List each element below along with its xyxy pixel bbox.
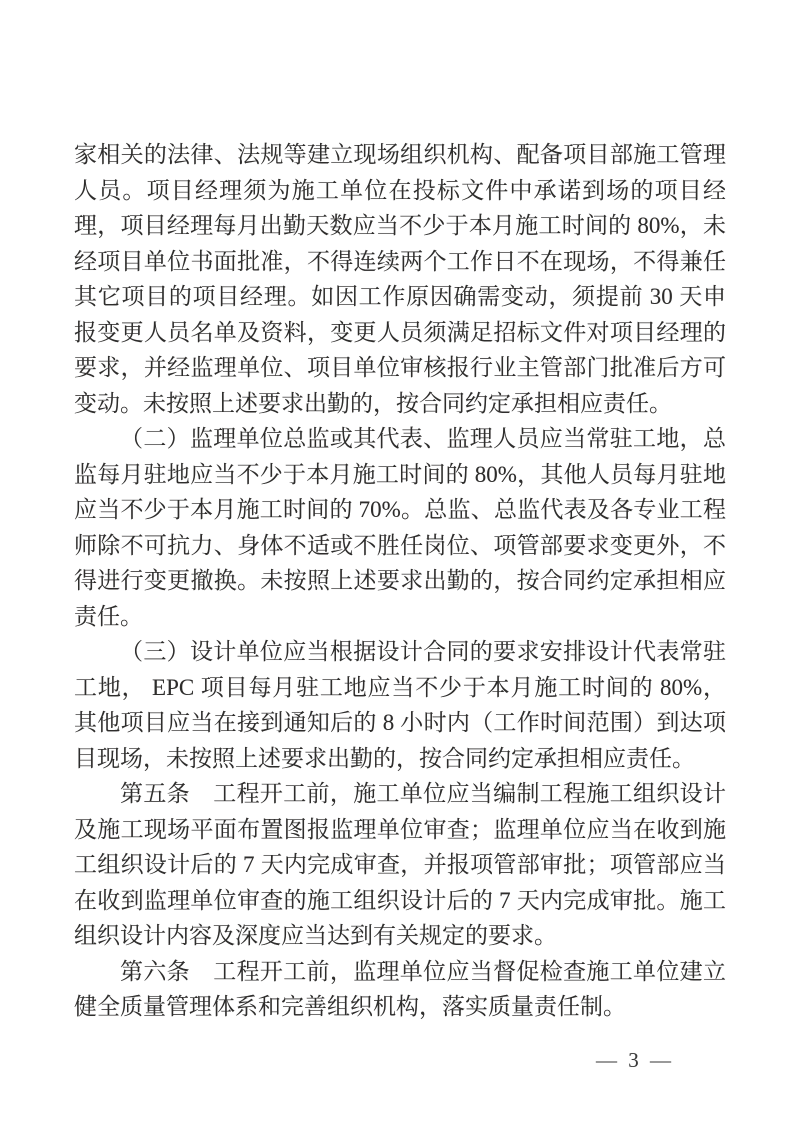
body-paragraph-continuation: 家相关的法律、法规等建立现场组织机构、配备项目部施工管理人员。项目经理须为施工单位在投标文件中承诺到场的项目经理，项目经理每月出勤天数应当不少于本月施工时间的 80%，未经项目单位书面批准，不得连续两个工作日不在现场，不得兼任其它项目的项目经理。如因工作原因确需变动，须提前 30 天申报变更人员名单及资料，变更人员须满足招标文件对项目经理的要求，并经监理单位、项目单位审核报行业主管部门批准后方可变动。未按照上述要求出勤的，按合同约定承担相应责任。 (74, 142, 726, 416)
body-paragraph-article-5: 第五条 工程开工前，施工单位应当编制工程施工组织设计及施工现场平面布置图报监理单位审查；监理单位应当在收到施工组织设计后的 7 天内完成审查，并报项管部审批；项管部应当在收到监理单位审查的施工组织设计后的 7 天内完成审批。施工组织设计内容及深度应当达到有关规定的要求。 (74, 781, 726, 948)
body-paragraph-item-3: （三）设计单位应当根据设计合同的要求安排设计代表常驻工地， EPC 项目每月驻工地应当不少于本月施工时间的 80%，其他项目应当在接到通知后的 8 小时内（工作时间范围）到达项目现场，未按照上述要求出勤的，按合同约定承担相应责任。 (74, 639, 726, 771)
document-body (74, 137, 726, 1025)
body-paragraph-article-6: 第六条 工程开工前，监理单位应当督促检查施工单位建立健全质量管理体系和完善组织机构，落实质量责任制。 (74, 958, 726, 1019)
page-number: — 3 — (596, 1048, 674, 1072)
body-paragraph-item-2: （二）监理单位总监或其代表、监理人员应当常驻工地，总监每月驻地应当不少于本月施工时间的 80%，其他人员每月驻地应当不少于本月施工时间的 70%。总监、总监代表及各专业工程师除不可抗力、身体不适或不胜任岗位、项管部要求变更外，不得进行变更撤换。未按照上述要求出勤的，按合同约定承担相应责任。 (74, 426, 726, 629)
